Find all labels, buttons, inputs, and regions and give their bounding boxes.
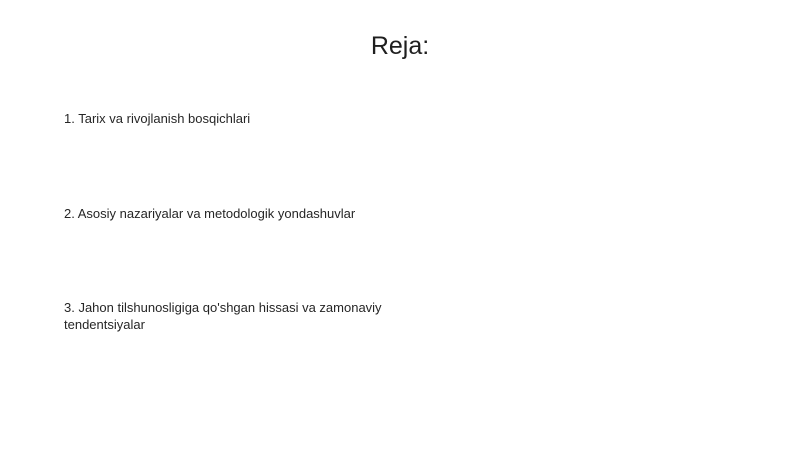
agenda-item-2: 2. Asosiy nazariyalar va metodologik yondashuvlar xyxy=(64,206,356,221)
agenda-item-3: 3. Jahon tilshunosligiga qo'shgan hissasi va zamonaviy tendentsiyalar xyxy=(64,300,382,332)
slide-title: Reja: xyxy=(370,32,430,60)
agenda-item-1: 1. Tarix va rivojlanish bosqichlari xyxy=(64,111,251,126)
